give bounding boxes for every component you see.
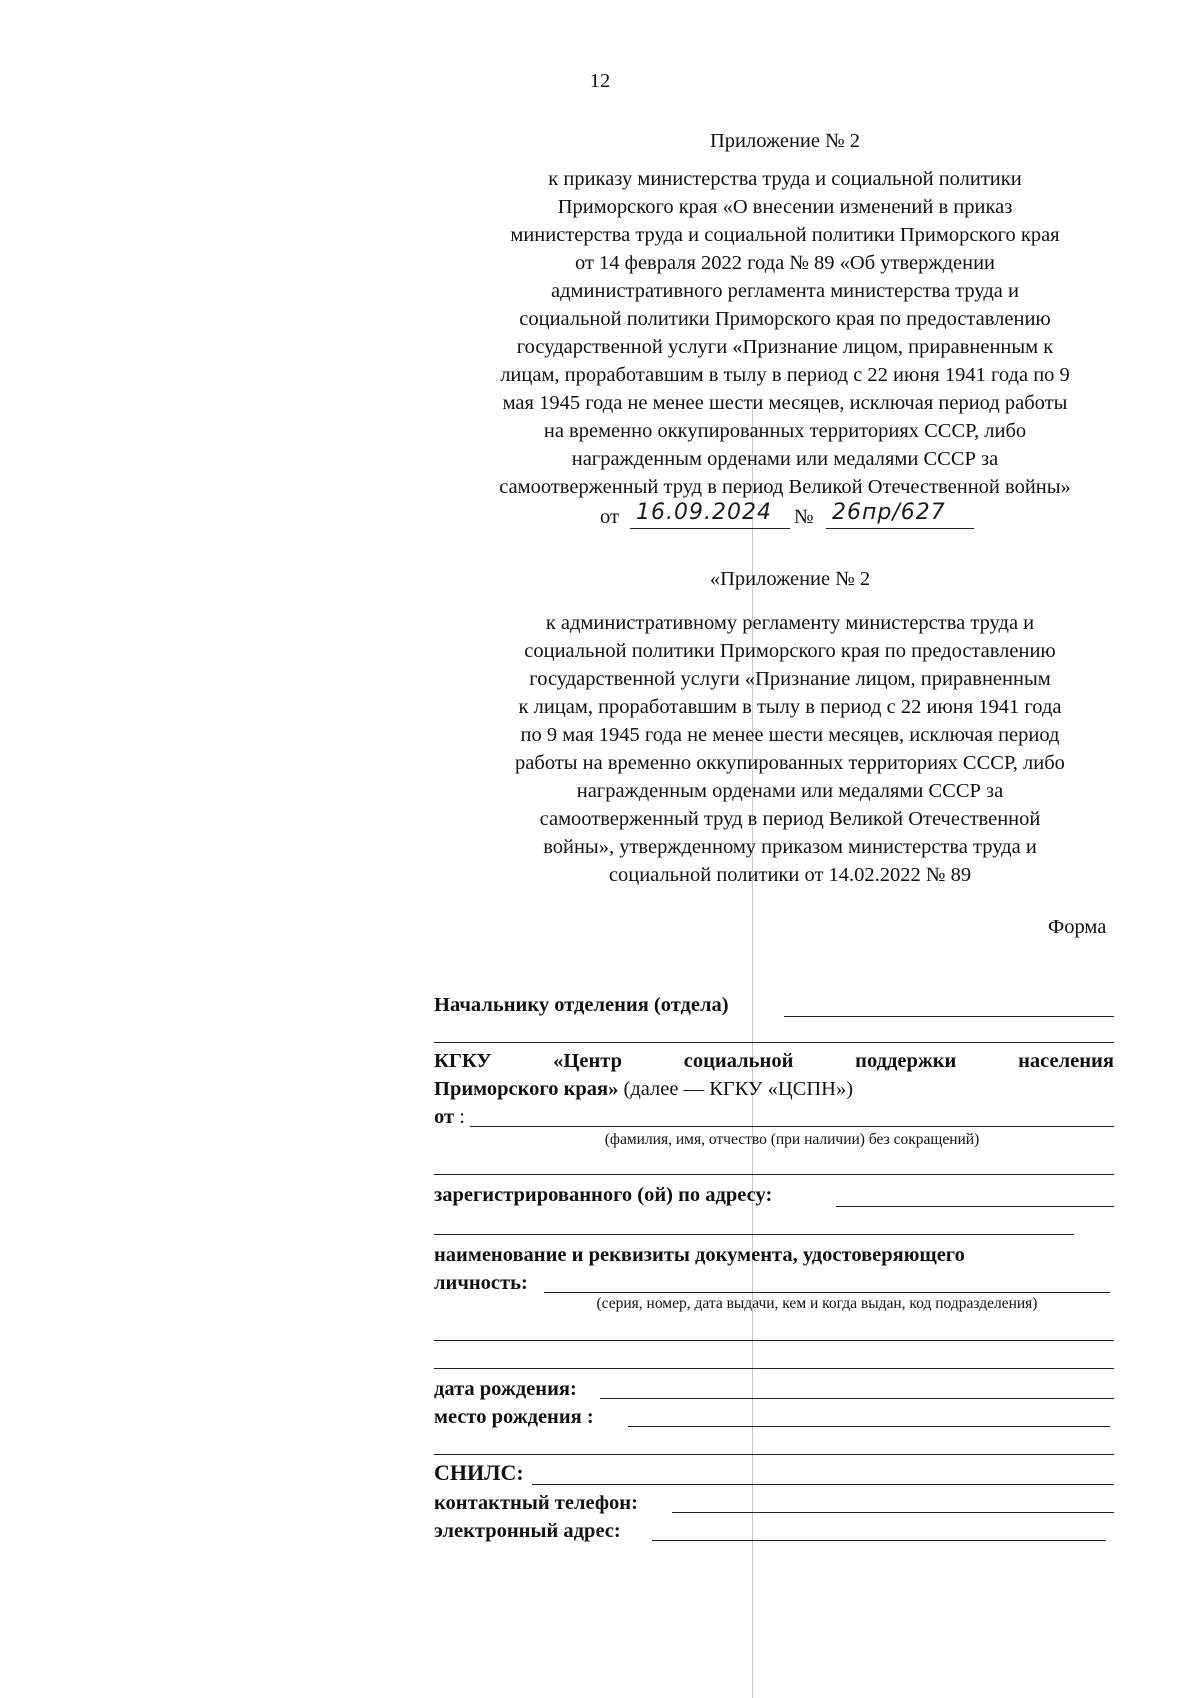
from-word: от [434,1106,455,1128]
form-label: Форма [1048,916,1107,938]
from-label [434,1104,465,1130]
regulation-annex-line: государственной услуги «Признание лицом, приравненным [529,668,1051,690]
order-date-underline [630,528,790,529]
identity-label: личность: [434,1272,528,1294]
order-annex-line: к приказу министерства труда и социальной политики [548,168,1022,190]
from-colon: : [454,1106,465,1128]
regulation-annex-line: награжденным орденами или медалями СССР за [576,780,1004,802]
registered-address-field-continued[interactable] [434,1234,1074,1235]
regulation-annex-line: социальной политики от 14.02.2022 № 89 [608,864,972,886]
fio-hint: (фамилия, имя, отчество (при наличии) без сокращений) [604,1131,980,1148]
order-annex-line: министерства труда и социальной политики Приморского края [510,224,1060,246]
regulation-annex-line: к административному регламенту министерства труда и [545,612,1035,634]
regulation-annex-line: по 9 мая 1945 года не менее шести месяцев, исключая период [520,724,1060,746]
registered-address-field[interactable] [836,1206,1114,1207]
regulation-annex-line: работы на временно оккупированных территориях СССР, либо [515,752,1065,774]
regulation-annex-line: войны», утвержденному приказом министерства труда и [543,836,1037,858]
org-word: «Центр [553,1050,622,1072]
organization-line-2 [434,1076,853,1102]
email-label: электронный адрес: [434,1520,621,1542]
fio-field[interactable] [470,1126,1114,1127]
snils-label: СНИЛС: [434,1460,524,1485]
birth-date-field[interactable] [600,1398,1114,1399]
birth-place-field[interactable] [628,1426,1110,1427]
page-number: 12 [589,70,611,92]
fio-field-continued[interactable] [434,1174,1114,1175]
order-annex-line: на временно оккупированных территориях СССР, либо [543,420,1027,442]
snils-field[interactable] [532,1484,1114,1485]
order-annex-line: от 14 февраля 2022 года № 89 «Об утверждении [574,252,996,274]
blank-line[interactable] [434,1042,1114,1043]
id-document-label: наименование и реквизиты документа, удостоверяющего [434,1244,965,1266]
order-annex-line: Приморского края «О внесении изменений в приказ [557,196,1013,218]
id-document-field-continued[interactable] [434,1340,1114,1341]
org-word: КГКУ [434,1050,492,1072]
order-annex-line: социальной политики Приморского края по предоставлению [519,308,1051,330]
order-annex-line: награжденным орденами или медалями СССР за [571,448,999,470]
id-document-field[interactable] [544,1292,1110,1293]
order-annex-line: государственной услуги «Признание лицом, приравненным к [516,336,1054,358]
birth-place-field-continued[interactable] [434,1454,1114,1455]
org-name: Приморского края» [434,1078,619,1100]
regulation-annex-line: социальной политики Приморского края по предоставлению [524,640,1056,662]
org-word: поддержки [855,1050,957,1072]
email-field[interactable] [652,1540,1106,1541]
order-annex-line: лицам, проработавшим в тылу в период с 22 июня 1941 года по 9 [500,364,1070,386]
regulation-annex-line: самоотверженный труд в период Великой Отечественной [539,808,1041,830]
id-document-hint: (серия, номер, дата выдачи, кем и когда выдан, код подразделения) [596,1295,1038,1312]
addressee-label: Начальнику отделения (отдела) [434,994,729,1016]
phone-field[interactable] [672,1512,1114,1513]
regulation-annex-title: «Приложение № 2 [709,568,871,590]
order-number-handwritten: 26пр/627 [832,500,946,525]
order-number-prefix: № [794,506,814,528]
org-word: населения [1018,1050,1114,1072]
order-date-prefix: от [600,506,619,528]
registered-address-label: зарегистрированного (ой) по адресу: [434,1184,773,1206]
order-annex-line: самоотверженный труд в период Великой Отечественной войны» [499,476,1071,498]
phone-label: контактный телефон: [434,1492,638,1514]
regulation-annex-line: к лицам, проработавшим в тылу в период с 22 июня 1941 года [518,696,1062,718]
org-abbrev: (далее — КГКУ «ЦСПН») [618,1078,854,1100]
organization-line [434,1048,1114,1074]
order-number-underline [826,528,974,529]
order-annex-line: административного регламента министерства труда и [551,280,1019,302]
birth-place-label: место рождения : [434,1406,594,1428]
order-annex-line: мая 1945 года не менее шести месяцев, исключая период работы [502,392,1068,414]
id-document-field-continued[interactable] [434,1368,1114,1369]
order-annex-title: Приложение № 2 [709,130,861,152]
department-field[interactable] [784,1016,1114,1017]
birth-date-label: дата рождения: [434,1378,577,1400]
order-date-handwritten: 16.09.2024 [636,500,772,525]
org-word: социальной [683,1050,794,1072]
